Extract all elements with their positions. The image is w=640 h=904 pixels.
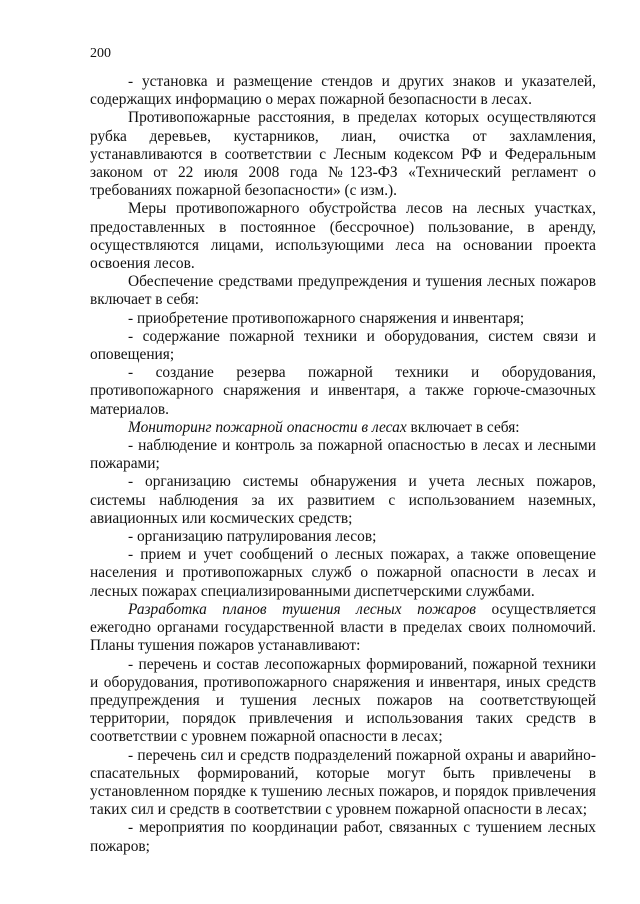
paragraph: Меры противопожарного обустройства лесов на лесных участках, предоставленных в постоянное (бессрочное) пользование, в аренду, осуществляются лицами, использующими леса на основании проекта освоения лесов.	[90, 200, 596, 273]
paragraph: - установка и размещение стендов и других знаков и указателей, содержащих информацию о мерах пожарной безопасности в лесах.	[90, 73, 596, 109]
document-body	[90, 73, 596, 856]
list-item: - перечень сил и средств подразделений пожарной охраны и аварийно-спасательных формирований, которые могут быть привлечены в установленном порядке к тушению лесных пожаров, и порядок привлечения таких сил и средств в соответствии с уровнем пожарной опасности в лесах;	[90, 746, 596, 819]
italic-term: Разработка планов тушения лесных пожаров	[128, 600, 476, 618]
list-item: - прием и учет сообщений о лесных пожарах, а также оповещение населения и противопожарных служб о пожарной опасности в лесах и лесных пожарах специализированными диспетчерскими службами.	[90, 546, 596, 600]
list-item: - мероприятия по координации работ, связанных с тушением лесных пожаров;	[90, 819, 596, 855]
list-item: - приобретение противопожарного снаряжения и инвентаря;	[128, 309, 525, 327]
paragraph: Мониторинг пожарной опасности в лесах включает в себя:	[128, 418, 520, 436]
paragraph: Противопожарные расстояния, в пределах которых осуществляются рубка деревьев, кустарников, лиан, очистка от захламления, устанавливаются в соответствии с Лесным кодексом РФ и Федеральным законом от 22 июля 2008 года №123-ФЗ «Технический регламент о требованиях пожарной безопасности» (с изм.).	[90, 109, 596, 200]
list-item: - организацию системы обнаружения и учета лесных пожаров, системы наблюдения за их развитием с использованием наземных, авиационных или космических средств;	[90, 473, 596, 527]
list-item: - создание резерва пожарной техники и оборудования, противопожарного снаряжения и инвентаря, а также горюче-смазочных материалов.	[90, 364, 596, 418]
italic-term: Мониторинг пожарной опасности в лесах	[128, 418, 407, 436]
list-item: - организацию патрулирования лесов;	[128, 528, 377, 546]
list-item: - содержание пожарной техники и оборудования, систем связи и оповещения;	[90, 327, 596, 364]
page-number: 200	[90, 46, 111, 61]
paragraph: Обеспечение средствами предупреждения и тушения лесных пожаров включает в себя:	[90, 273, 596, 309]
list-item: - наблюдение и контроль за пожарной опасностью в лесах и лесными пожарами;	[90, 437, 596, 473]
list-item: - перечень и состав лесопожарных формирований, пожарной техники и оборудования, противопожарного снаряжения и инвентаря, иных средств предупреждения и тушения лесных пожаров на соответствующей территории, порядок привлечения и использования таких средств в соответствии с уровнем пожарной опасности в лесах;	[90, 655, 596, 746]
paragraph: Разработка планов тушения лесных пожаров осуществляется ежегодно органами государственной власти в пределах своих полномочий. Планы тушения пожаров устанавливают:	[90, 600, 596, 655]
